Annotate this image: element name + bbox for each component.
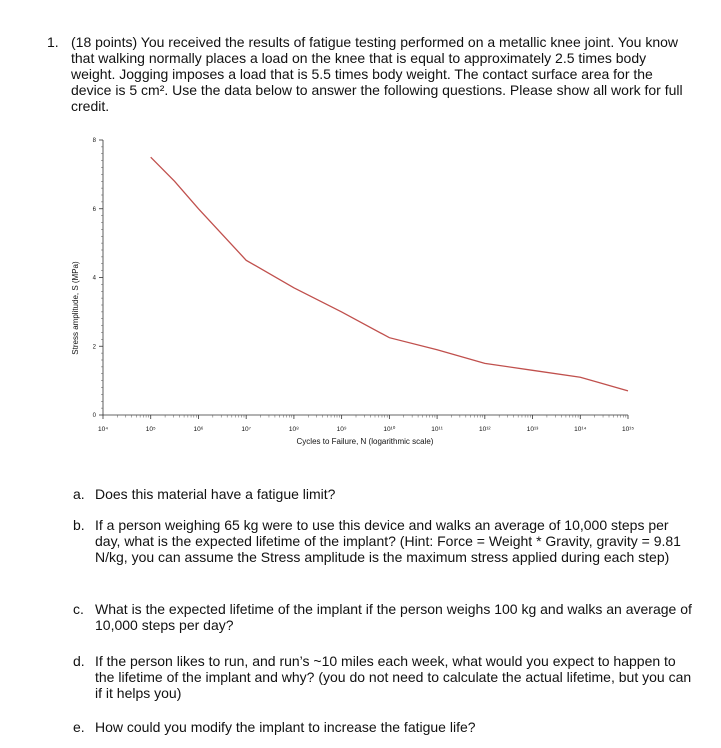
question-number: 1. — [47, 34, 59, 50]
x-tick-label: 10¹² — [479, 426, 491, 433]
y-tick-label: 2 — [92, 344, 96, 351]
x-tick-label: 10¹⁰ — [383, 426, 396, 433]
question-intro: (18 points) You received the results of fatigue testing performed on a metallic knee joint. You know that walking normally places a load on the knee that is equal to approximately 2.5 times body weight. Jogging imposes a load that is 5.5 times body weight. The contact surface area for the device is 5 cm². Use the data below to answer the following questions. Please show all work for full credit. — [71, 34, 683, 114]
subquestion-text: If the person likes to run, and run’s ~10 miles each week, what would you expect to happen to the lifetime of the implant and why? (you do not need to calculate the actual lifetime, but you can if it helps you) — [95, 653, 692, 701]
subquestion-letter: a. — [73, 486, 85, 502]
subquestion-text: How could you modify the implant to increase the fatigue life? — [95, 719, 476, 735]
x-tick-label: 10⁸ — [288, 426, 299, 433]
x-tick-label: 10¹⁴ — [574, 426, 587, 433]
y-axis-label: Stress amplitude, S (MPa) — [71, 261, 80, 355]
x-tick-label: 10⁴ — [97, 426, 109, 433]
subquestion-letter: c. — [73, 601, 84, 617]
y-tick-label: 4 — [92, 275, 96, 282]
x-axis-label: Cycles to Failure, N (logarithmic scale) — [296, 437, 434, 446]
x-tick-label: 10⁷ — [241, 426, 251, 433]
x-tick-label: 10⁹ — [336, 426, 347, 433]
subquestion-letter: b. — [73, 517, 85, 533]
x-tick-label: 10⁵ — [145, 426, 156, 433]
subquestion-text: If a person weighing 65 kg were to use this device and walks an average of 10,000 steps per day, what is the expected lifetime of the implant? (Hint: Force = Weight * Gravity, gravity = 9.81 N/kg, you can assume the Stress amplitude is the maximum stress applied during each step) — [95, 517, 681, 565]
sn-curve-line — [151, 157, 628, 391]
x-tick-label: 10⁶ — [193, 426, 204, 433]
x-tick-label: 10¹⁵ — [621, 426, 635, 433]
subquestion-text: Does this material have a fatigue limit? — [95, 486, 336, 502]
subquestion-letter: d. — [73, 653, 85, 669]
y-tick-label: 8 — [92, 138, 96, 144]
sn-curve-chart — [60, 130, 660, 460]
x-tick-label: 10¹¹ — [431, 426, 443, 433]
y-tick-label: 6 — [92, 206, 96, 213]
y-tick-label: 0 — [92, 413, 96, 419]
subquestion-letter: e. — [73, 719, 85, 735]
subquestion-text: What is the expected lifetime of the implant if the person weighs 100 kg and walks an average of 10,000 steps per day? — [95, 601, 692, 633]
x-tick-label: 10¹³ — [526, 426, 539, 433]
